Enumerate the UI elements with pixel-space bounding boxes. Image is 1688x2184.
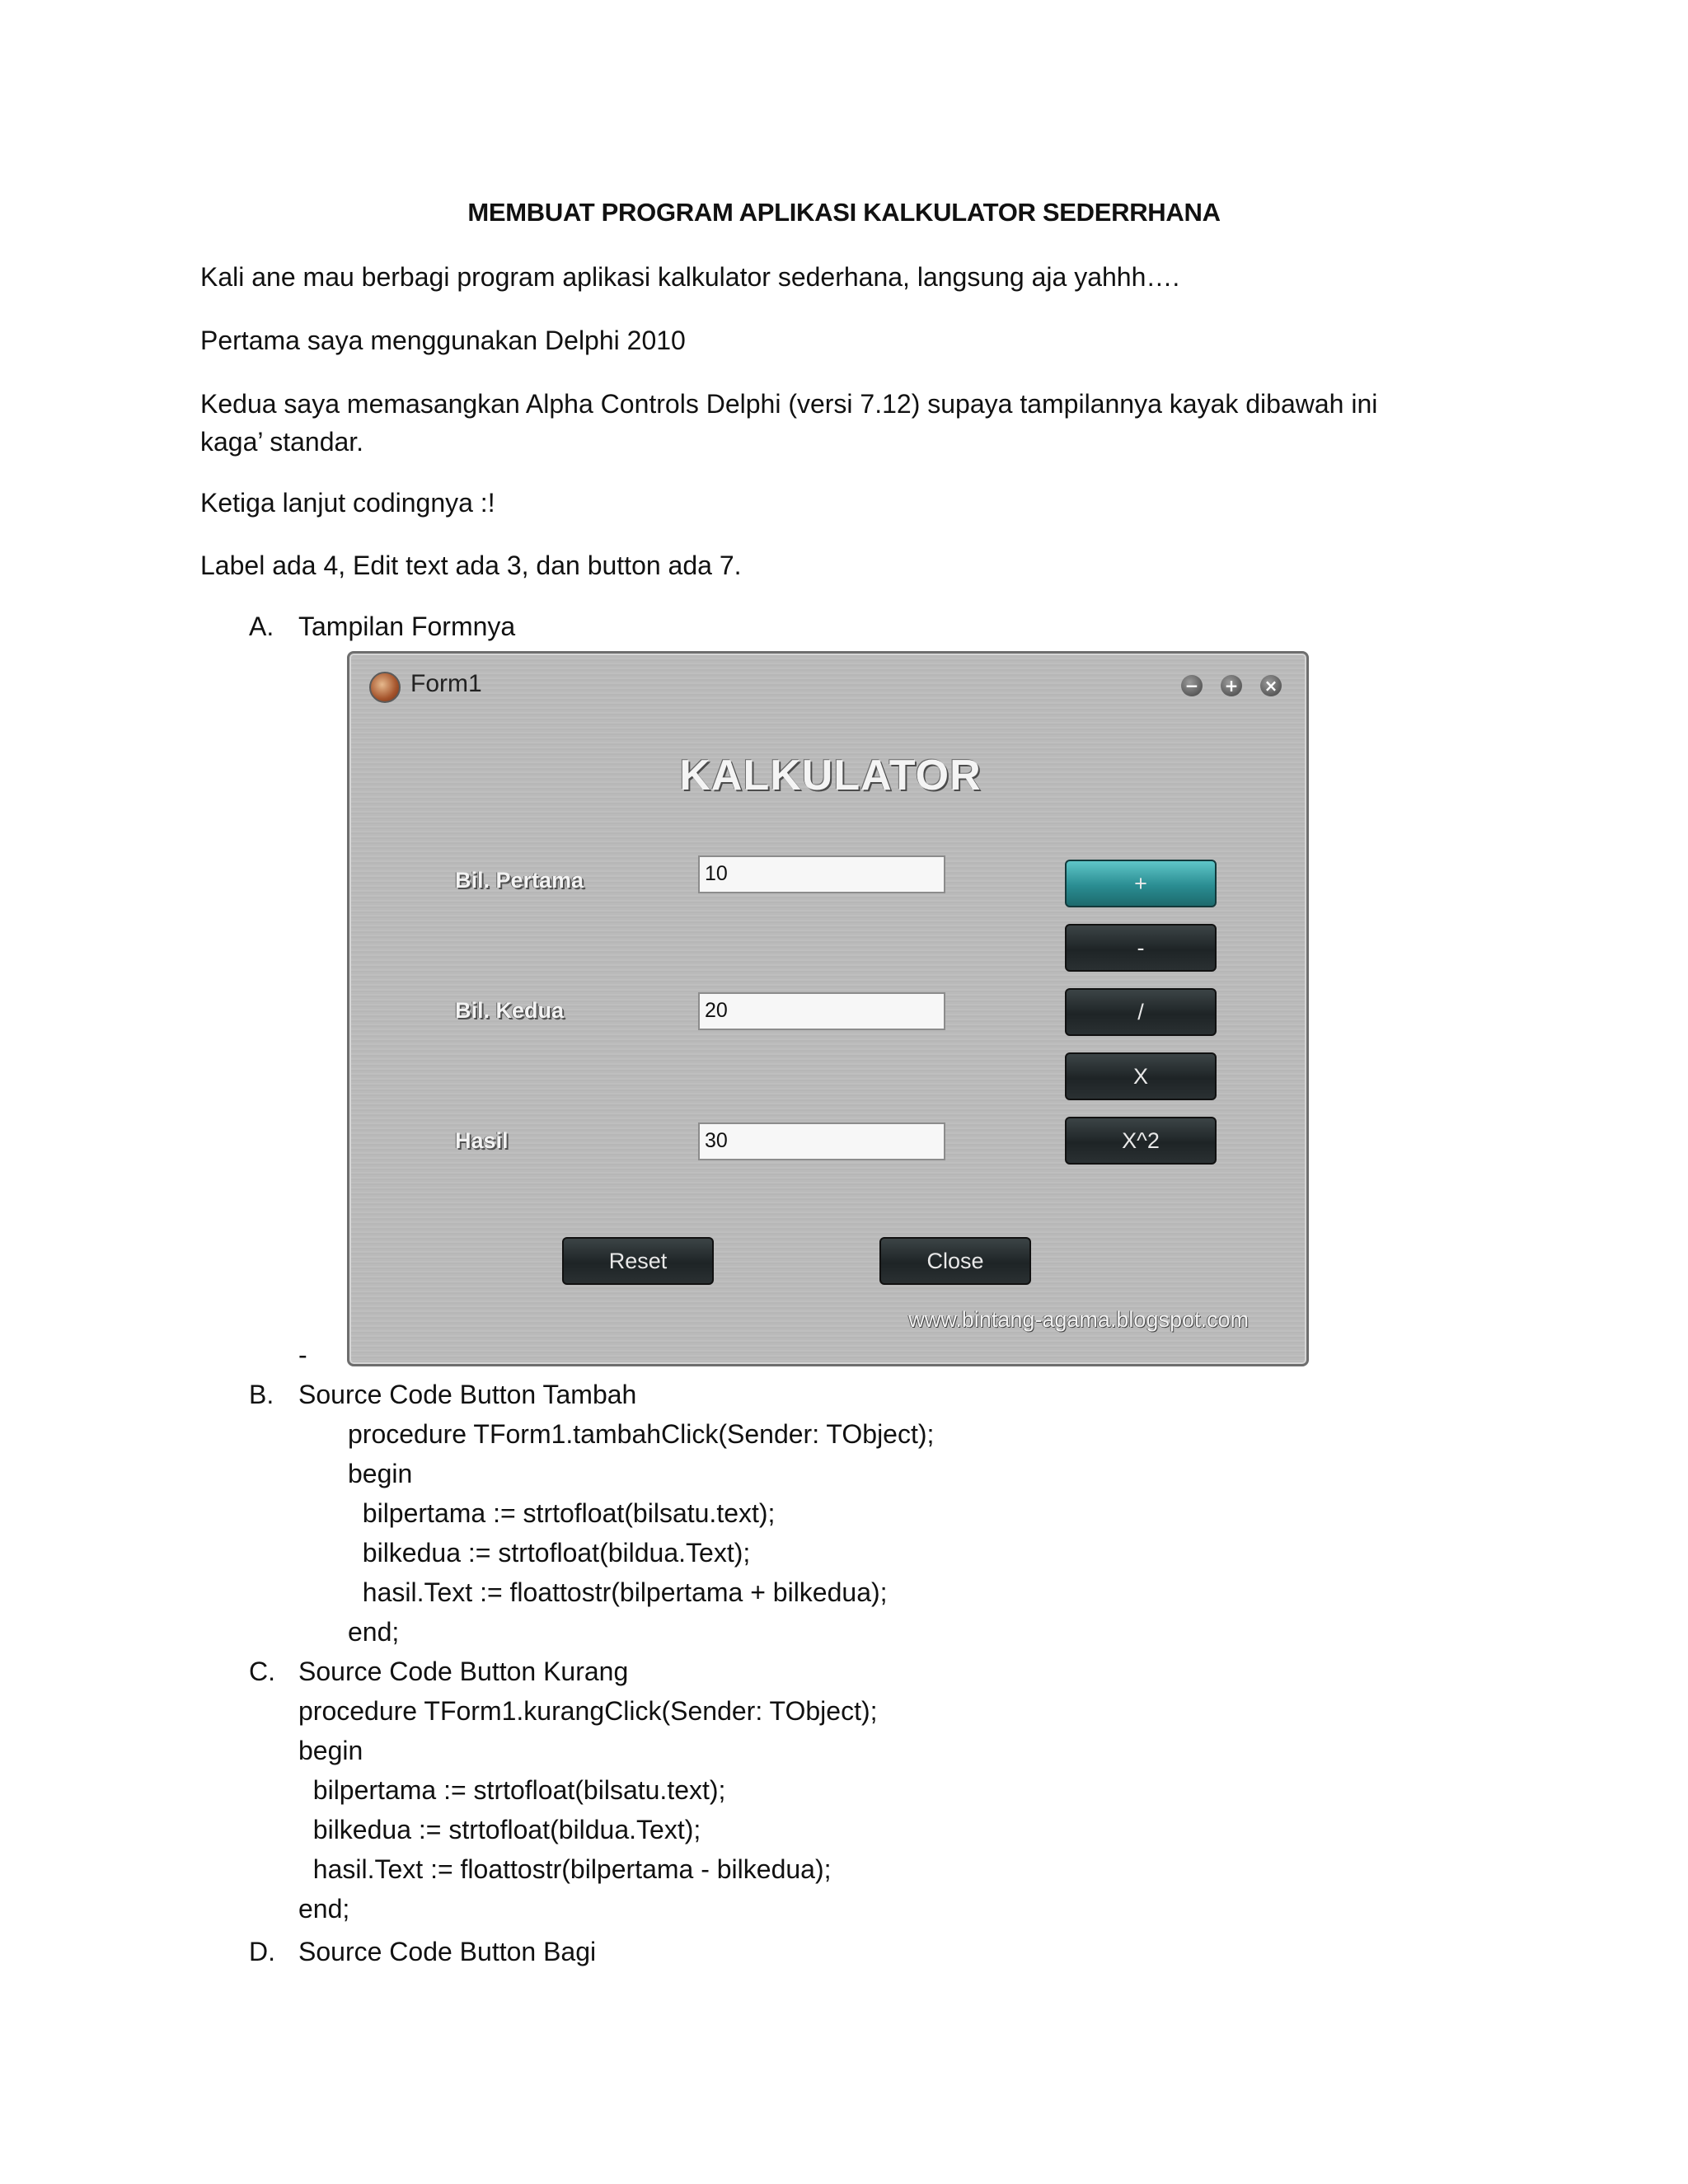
label-result: Hasil [455,1128,509,1153]
list-marker-a: A. [249,612,274,641]
code-line: end; [298,1894,350,1924]
code-line: bilpertama := strtofloat(bilsatu.text); [348,1498,776,1528]
code-line: procedure TForm1.kurangClick(Sender: TObject); [298,1696,878,1726]
code-line: begin [348,1459,413,1488]
section-b-title: Source Code Button Tambah [298,1380,637,1409]
code-line: end; [348,1617,400,1647]
second-number-field: 20 [698,992,945,1030]
minimize-icon: − [1181,675,1203,696]
code-line: bilpertama := strtofloat(bilsatu.text); [298,1775,726,1805]
add-button: + [1065,860,1217,907]
multiply-button: X [1065,1052,1217,1100]
section-c-title: Source Code Button Kurang [298,1657,629,1686]
close-button: Close [879,1237,1031,1285]
code-line: hasil.Text := floattostr(bilpertama - bilkedua); [298,1854,832,1884]
blog-credit: www.bintang-agama.blogspot.com [908,1307,1249,1332]
code-line: hasil.Text := floattostr(bilpertama + bilkedua); [348,1577,888,1607]
code-line: procedure TForm1.tambahClick(Sender: TObject); [348,1419,935,1449]
close-icon: × [1260,675,1282,696]
window-title: Form1 [410,670,482,697]
code-line: begin [298,1736,363,1765]
subtract-button: - [1065,924,1217,972]
paragraph-third: Ketiga lanjut codingnya :! [200,488,495,518]
maximize-icon: + [1221,675,1242,696]
reset-button: Reset [562,1237,714,1285]
code-line: bilkedua := strtofloat(bildua.Text); [348,1538,751,1568]
result-field: 30 [698,1122,945,1160]
paragraph-components: Label ada 4, Edit text ada 3, dan button ada 7. [200,551,742,580]
section-d-title: Source Code Button Bagi [298,1937,597,1966]
paragraph-second: Kedua saya memasangkan Alpha Controls Delphi (versi 7.12) supaya tampilannya kayak dibawah ini [200,389,1378,419]
code-line: bilkedua := strtofloat(bildua.Text); [298,1815,701,1844]
list-marker-d: D. [249,1937,275,1966]
list-marker-b: B. [249,1380,274,1409]
paragraph-first: Pertama saya menggunakan Delphi 2010 [200,326,686,355]
square-button: X^2 [1065,1117,1217,1165]
section-a-title: Tampilan Formnya [298,612,516,641]
stray-dash: - [298,1340,307,1370]
paragraph-intro: Kali ane mau berbagi program aplikasi kalkulator sederhana, langsung aja yahhh…. [200,262,1180,292]
label-first-number: Bil. Pertama [455,868,584,893]
divide-button: / [1065,988,1217,1036]
form-window-screenshot [347,651,1309,1366]
label-second-number: Bil. Kedua [455,998,565,1023]
list-marker-c: C. [249,1657,275,1686]
paragraph-second-cont: kaga’ standar. [200,427,364,457]
form-heading: KALKULATOR [679,752,982,799]
first-number-field: 10 [698,855,945,893]
document-title: MEMBUAT PROGRAM APLIKASI KALKULATOR SEDERRHANA [467,198,1221,227]
app-icon [369,672,401,703]
